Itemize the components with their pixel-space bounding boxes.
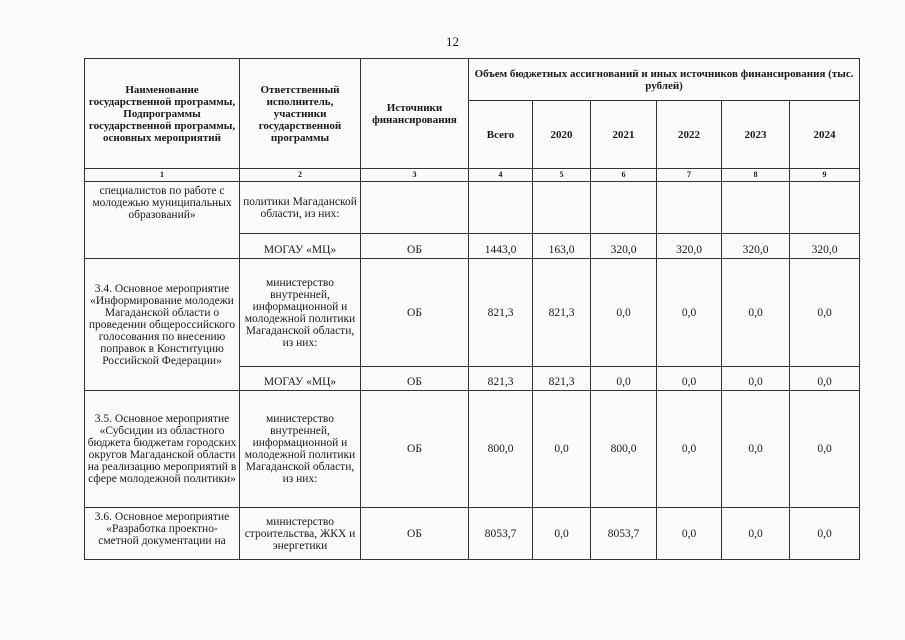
header-year: 2022 xyxy=(657,101,722,169)
amount-total: 800,0 xyxy=(469,391,533,508)
activity-name: 3.4. Основное мероприятие «Информирование молодежи Магаданской области о проведении общероссийского голосования по внесению поправок в Конституцию Российской Федерации» xyxy=(85,259,240,391)
responsible-executor: МОГАУ «МЦ» xyxy=(240,234,361,259)
funding-source: ОБ xyxy=(361,508,469,560)
funding-source xyxy=(361,182,469,234)
amount-2021: 8053,7 xyxy=(591,508,657,560)
column-number: 7 xyxy=(657,169,722,182)
amount-2022 xyxy=(657,182,722,234)
responsible-executor: министерство внутренней, информационной и молодежной политики Магаданской области, из них: xyxy=(240,259,361,367)
amount-2023: 0,0 xyxy=(722,259,790,367)
header-year: 2024 xyxy=(790,101,860,169)
funding-source: ОБ xyxy=(361,234,469,259)
amount-2024: 0,0 xyxy=(790,508,860,560)
amount-2020: 821,3 xyxy=(533,367,591,391)
column-number: 1 xyxy=(85,169,240,182)
amount-total xyxy=(469,182,533,234)
amount-2022: 0,0 xyxy=(657,367,722,391)
amount-2023: 0,0 xyxy=(722,508,790,560)
page-number: 12 xyxy=(446,34,459,49)
responsible-executor: министерство строительства, ЖКХ и энергетики xyxy=(240,508,361,560)
header-sources: Источники финансирования xyxy=(361,59,469,169)
table-row xyxy=(85,391,860,508)
amount-2022: 320,0 xyxy=(657,234,722,259)
amount-total: 821,3 xyxy=(469,367,533,391)
column-number: 9 xyxy=(790,169,860,182)
column-number: 5 xyxy=(533,169,591,182)
amount-2020: 163,0 xyxy=(533,234,591,259)
amount-2021: 800,0 xyxy=(591,391,657,508)
amount-2023: 0,0 xyxy=(722,367,790,391)
header-year: 2021 xyxy=(591,101,657,169)
activity-name: 3.6. Основное мероприятие «Разработка проектно-сметной документации на xyxy=(85,508,240,560)
amount-2024 xyxy=(790,182,860,234)
amount-2023 xyxy=(722,182,790,234)
amount-2023: 0,0 xyxy=(722,391,790,508)
column-number: 6 xyxy=(591,169,657,182)
amount-total: 821,3 xyxy=(469,259,533,367)
column-number: 4 xyxy=(469,169,533,182)
responsible-executor: политики Магаданской области, из них: xyxy=(240,182,361,234)
amount-2024: 0,0 xyxy=(790,391,860,508)
amount-2020 xyxy=(533,182,591,234)
table-row xyxy=(85,259,860,367)
header-volume: Объем бюджетных ассигнований и иных источников финансирования (тыс. рублей) xyxy=(469,59,860,101)
amount-2020: 0,0 xyxy=(533,391,591,508)
activity-name: 3.5. Основное мероприятие «Субсидии из областного бюджета бюджетам городских округов Магаданской области на реализацию мероприятий в сфере молодежной политики» xyxy=(85,391,240,508)
header-year: 2020 xyxy=(533,101,591,169)
column-number: 8 xyxy=(722,169,790,182)
table-row xyxy=(85,508,860,560)
amount-2020: 0,0 xyxy=(533,508,591,560)
amount-2021: 0,0 xyxy=(591,367,657,391)
amount-2021 xyxy=(591,182,657,234)
responsible-executor: министерство внутренней, информационной и молодежной политики Магаданской области, из них: xyxy=(240,391,361,508)
budget-table xyxy=(84,58,860,560)
amount-2023: 320,0 xyxy=(722,234,790,259)
amount-total: 8053,7 xyxy=(469,508,533,560)
funding-source: ОБ xyxy=(361,367,469,391)
amount-2024: 0,0 xyxy=(790,367,860,391)
amount-2024: 320,0 xyxy=(790,234,860,259)
column-number: 3 xyxy=(361,169,469,182)
amount-2022: 0,0 xyxy=(657,391,722,508)
amount-2020: 821,3 xyxy=(533,259,591,367)
column-number: 2 xyxy=(240,169,361,182)
header-year: 2023 xyxy=(722,101,790,169)
header-total: Всего xyxy=(469,101,533,169)
amount-2021: 0,0 xyxy=(591,259,657,367)
funding-source: ОБ xyxy=(361,391,469,508)
amount-total: 1443,0 xyxy=(469,234,533,259)
amount-2024: 0,0 xyxy=(790,259,860,367)
responsible-executor: МОГАУ «МЦ» xyxy=(240,367,361,391)
activity-name: специалистов по работе с молодежью муниципальных образований» xyxy=(85,182,240,259)
funding-source: ОБ xyxy=(361,259,469,367)
header-responsible: Ответственный исполнитель, участники государственной программы xyxy=(240,59,361,169)
amount-2021: 320,0 xyxy=(591,234,657,259)
amount-2022: 0,0 xyxy=(657,259,722,367)
amount-2022: 0,0 xyxy=(657,508,722,560)
table-row xyxy=(85,182,860,234)
header-name: Наименование государственной программы, Подпрограммы государственной программы, основных мероприятий xyxy=(85,59,240,169)
